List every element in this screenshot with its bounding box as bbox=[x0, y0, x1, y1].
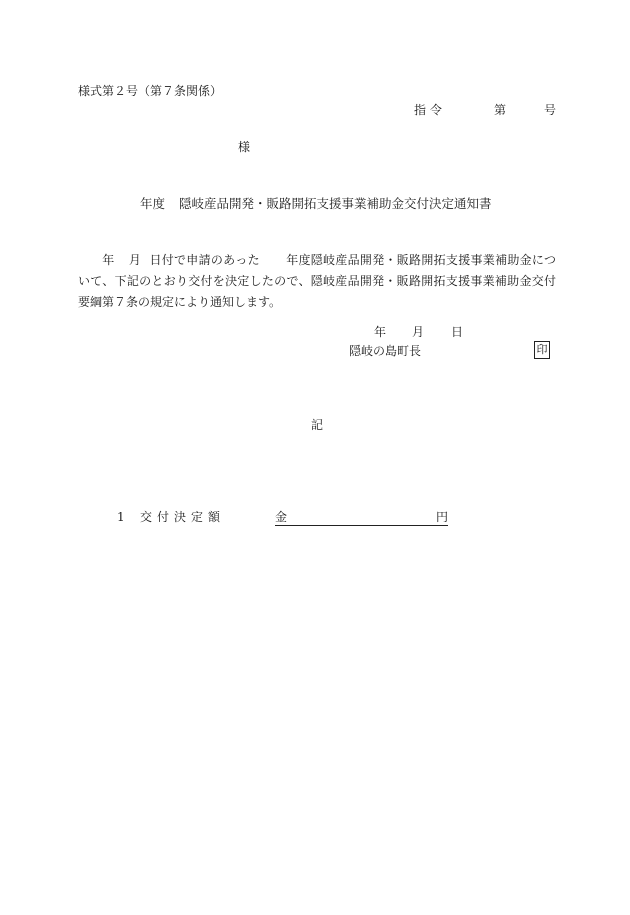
title-text: 隠岐産品開発・販路開拓支援事業補助金交付決定通知書 bbox=[179, 196, 492, 211]
date-year-label: 年 bbox=[374, 325, 387, 339]
order-dai: 第 bbox=[494, 103, 507, 117]
date-day-label: 日 bbox=[451, 325, 464, 339]
amount-suffix: 円 bbox=[435, 510, 448, 524]
seal-stamp: 印 bbox=[534, 341, 550, 359]
body-part1: 日付で申請のあった bbox=[149, 253, 260, 267]
body-part2: 年度隠岐産品開発・販路開拓支援事業補助金について、下記のとおり交付を決定したので、隠岐産品開発・販路開拓支援事業補助金交付要綱第７条の規定により通知します。 bbox=[78, 253, 556, 309]
document-title bbox=[140, 196, 492, 211]
body-paragraph bbox=[78, 250, 556, 313]
recipient-honorific: 様 bbox=[238, 140, 251, 154]
amount-field bbox=[275, 508, 448, 526]
issuer-name: 隠岐の島町長 bbox=[349, 344, 422, 358]
item-number: 1 bbox=[117, 510, 125, 524]
order-prefix: 指令 bbox=[414, 103, 447, 117]
title-nendo: 年度 bbox=[140, 196, 166, 211]
body-nen: 年 bbox=[102, 253, 115, 267]
order-go: 号 bbox=[544, 103, 557, 117]
date-month-label: 月 bbox=[412, 325, 425, 339]
item-label: 交付決定額 bbox=[140, 510, 226, 524]
form-number: 様式第２号（第７条関係） bbox=[78, 84, 223, 98]
ki-heading: 記 bbox=[311, 418, 324, 432]
body-tsuki: 月 bbox=[128, 253, 142, 267]
amount-prefix: 金 bbox=[275, 510, 288, 524]
